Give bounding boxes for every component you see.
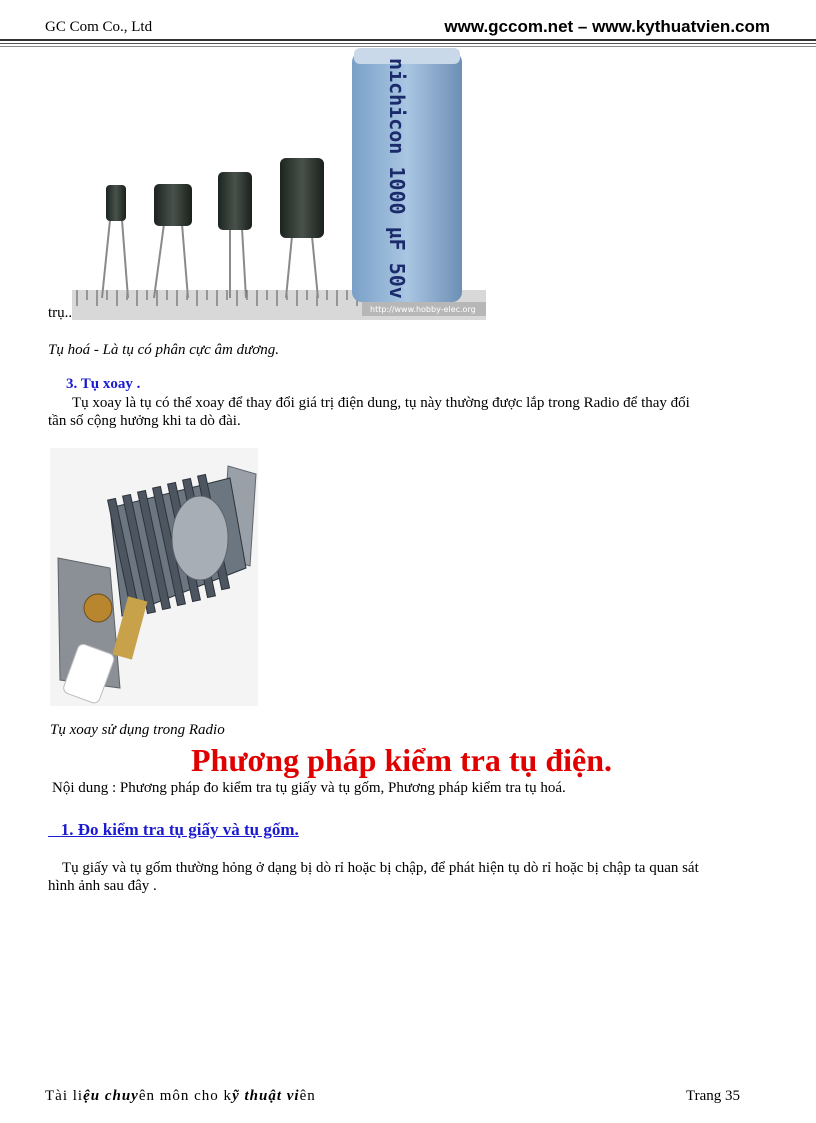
footer-text: ên — [299, 1088, 316, 1104]
header-rule — [0, 43, 816, 44]
contents-line: Nội dung : Phương pháp đo kiểm tra tụ giấy và tụ gốm, Phương pháp kiểm tra tụ hoá. — [52, 780, 566, 796]
paragraph-line: hình ảnh sau đây . — [48, 878, 157, 894]
website-links: www.gccom.net – www.kythuatvien.com — [444, 17, 770, 36]
paragraph-line: Tụ xoay là tụ có thể xoay để thay đổi giá trị điện dung, tụ này thường được lắp trong Radio để thay đổi — [72, 395, 690, 411]
electrolytic-capacitors-photo — [72, 48, 486, 320]
page-title: Phương pháp kiểm tra tụ điện. — [191, 742, 612, 778]
footer-text: ệu chuy — [83, 1088, 139, 1104]
company-name: GC Com Co., Ltd — [45, 19, 153, 35]
section-heading: 3. Tụ xoay . — [66, 376, 141, 392]
section-link-text: 1. Đo kiểm tra tụ giấy và tụ gốm. — [60, 820, 299, 839]
paragraph-line: Tụ giấy và tụ gốm thường hỏng ở dạng bị dò rỉ hoặc bị chập, để phát hiện tụ dò rỉ hoặc bị chập ta quan sát — [62, 860, 699, 876]
page-number: Trang 35 — [685, 1088, 740, 1104]
small-capacitor — [106, 185, 126, 221]
footer-text: ên môn cho k — [138, 1088, 233, 1104]
inline-text: trụ.. — [48, 305, 73, 321]
small-capacitor — [280, 158, 324, 238]
header-rule — [0, 39, 816, 41]
section-link-heading[interactable] — [48, 821, 299, 838]
small-capacitor — [154, 184, 192, 226]
header-rule — [0, 46, 816, 47]
figure-caption: Tụ xoay sử dụng trong Radio — [50, 722, 225, 738]
page-footer — [45, 1088, 316, 1105]
variable-capacitor-photo — [50, 448, 258, 706]
capacitor-marking: nichicon 1000 µF 50v — [385, 58, 409, 299]
page-header — [0, 0, 816, 52]
footer-text: ỹ thuật vi — [232, 1088, 300, 1104]
paragraph-line: tần số cộng hưởng khi ta dò đài. — [48, 413, 241, 429]
small-capacitor — [218, 172, 252, 230]
photo-watermark: http://www.hobby-elec.org — [370, 305, 476, 314]
footer-text: Tài li — [45, 1088, 84, 1104]
figure-caption: Tụ hoá - Là tụ có phân cực âm dương. — [48, 342, 280, 358]
